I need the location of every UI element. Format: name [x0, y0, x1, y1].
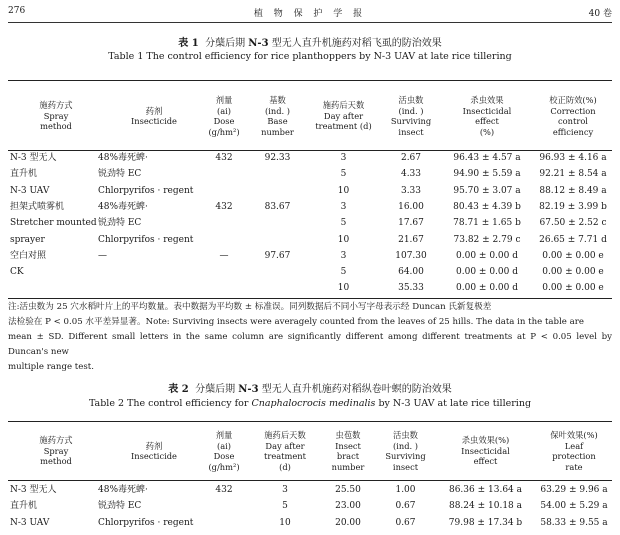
- header-line: (ai): [216, 105, 232, 116]
- table1-caption-zh: 表 1 分蘖后期 N-3 型无人直升机施药对稻飞虱的防治效果: [178, 38, 442, 49]
- table-cell: 63.29 ± 9.96 a: [540, 485, 608, 495]
- note-line: mean ± SD. Different small letters in the same column are significantly different among different treatments at P < 0.05 level by Duncan's new: [8, 332, 612, 357]
- header-line: 活虫数: [398, 95, 424, 105]
- header-line: Insecticide: [131, 451, 177, 461]
- header-line: Insect: [335, 440, 361, 451]
- table-cell: 73.82 ± 2.79 c: [453, 234, 521, 245]
- header-line: (%): [479, 126, 495, 137]
- table-cell: 67.50 ± 2.52 c: [539, 218, 607, 229]
- column-header: [10, 100, 102, 132]
- column-header: [386, 95, 436, 137]
- table-cell: 3: [340, 153, 347, 163]
- table-cell: 3.33: [400, 185, 422, 196]
- table-cell: 83.67: [264, 201, 291, 212]
- table1-caption-en: Table 1 The control efficiency for rice planthoppers by N-3 UAV at late rice tillering: [108, 51, 512, 62]
- page-number: 276: [8, 6, 26, 16]
- table-cell: 23.00: [335, 501, 361, 512]
- header-line: Surviving: [390, 116, 432, 126]
- table-cell: 0.00 ± 0.00 e: [542, 283, 604, 294]
- table-cell: 10: [337, 234, 350, 245]
- table-cell: 96.43 ± 4.57 a: [453, 153, 521, 163]
- header-line: Day after: [323, 110, 364, 121]
- header-line: (ai): [216, 440, 232, 451]
- table2-caption-zh: 表 2 分蘖后期 N-3 型无人直升机施药对稻纵卷叶螟的防治效果: [168, 384, 452, 395]
- header-line: 药剂: [145, 440, 163, 451]
- table-cell: N-3 型无人: [10, 153, 57, 163]
- table-cell: 79.98 ± 17.34 b: [448, 517, 523, 528]
- note-line: 法检验在 P < 0.05 水平差异显著。Note: Surviving insects were averagely counted from the leaves of 25 hills. The data in the table are: [8, 317, 584, 327]
- table-cell: 58.33 ± 9.55 a: [540, 517, 608, 528]
- header-line: treatment: [264, 451, 306, 461]
- header-line: 施药方式: [39, 100, 73, 111]
- header-line: Dose: [213, 451, 235, 461]
- header-line: insect: [398, 126, 424, 137]
- table-cell: 5: [340, 169, 347, 180]
- header-line: number: [261, 126, 294, 137]
- table-cell: 432: [215, 201, 233, 212]
- column-header: [318, 430, 378, 472]
- header-line: insect: [392, 461, 419, 472]
- table1-bottom-rule: [8, 298, 612, 299]
- table-cell: sprayer: [10, 234, 45, 245]
- journal-title: 植 物 保 护 学 报: [253, 9, 367, 19]
- column-header: [437, 95, 537, 137]
- table-cell: 2.67: [400, 153, 422, 163]
- header-line: treatment (d): [315, 121, 372, 132]
- header-line: 剂量: [215, 430, 233, 440]
- header-line: (ind. ): [264, 105, 291, 116]
- table1-note: [8, 300, 612, 375]
- table-cell: 26.65 ± 7.71 d: [539, 234, 607, 245]
- header-line: 保叶效果(%): [550, 430, 598, 440]
- header-line: control: [558, 116, 588, 126]
- table-cell: 0.00 ± 0.00 d: [456, 250, 518, 261]
- table-cell: —: [98, 250, 107, 261]
- table-cell: 0.00 ± 0.00 d: [456, 267, 518, 278]
- header-line: rate: [565, 461, 583, 472]
- table-cell: 10: [337, 283, 350, 294]
- table-cell: 0.00 ± 0.00 d: [456, 283, 518, 294]
- column-header: [200, 430, 248, 472]
- header-line: 基数: [269, 95, 286, 105]
- header-line: (ind. ): [398, 105, 424, 116]
- table-cell: 锐劲特 EC: [98, 169, 142, 180]
- header-line: (g/hm²): [208, 461, 240, 472]
- table-cell: 432: [215, 153, 233, 163]
- header-divider: [8, 22, 612, 23]
- table-cell: 锐劲特 EC: [98, 501, 142, 512]
- column-header: [433, 435, 538, 467]
- header-line: Insecticidal: [461, 445, 510, 456]
- header-line: Dose: [213, 116, 235, 126]
- column-header: [250, 95, 305, 137]
- table-cell: 0.00 ± 0.00 e: [542, 267, 604, 278]
- column-header: [528, 430, 620, 472]
- header-line: Correction: [550, 105, 596, 116]
- table-cell: 空白对照: [10, 250, 47, 261]
- header-line: 杀虫效果(%): [461, 435, 510, 446]
- table-cell: 直升机: [10, 501, 38, 512]
- table-cell: Chlorpyrifos · regent: [98, 517, 194, 528]
- table-cell: Chlorpyrifos · regent: [98, 234, 194, 245]
- header-line: efficiency: [552, 126, 594, 137]
- table-cell: 3: [282, 485, 288, 495]
- table-cell: 10: [279, 517, 291, 528]
- header-line: Insecticidal: [462, 105, 512, 116]
- table-cell: —: [219, 250, 229, 261]
- header-line: Leaf: [564, 440, 584, 451]
- table-cell: CK: [10, 267, 24, 278]
- table-cell: 1.00: [395, 485, 416, 495]
- table-cell: 54.00 ± 5.29 a: [540, 501, 608, 512]
- header-line: Spray: [43, 110, 69, 121]
- table-cell: 0.00 ± 0.00 e: [542, 250, 604, 261]
- header-line: (g/hm²): [208, 126, 240, 137]
- header-line: effect: [473, 456, 498, 467]
- header-line: 剂量: [215, 95, 233, 105]
- column-header: [10, 435, 102, 467]
- table-cell: 直升机: [10, 169, 38, 180]
- column-header: [306, 100, 381, 132]
- table-cell: 3: [340, 250, 347, 261]
- table2-top-rule: [8, 421, 612, 422]
- table-cell: 82.19 ± 3.99 b: [539, 201, 607, 212]
- table-cell: 4.33: [400, 169, 422, 180]
- table-cell: 80.43 ± 4.39 b: [453, 201, 521, 212]
- table-cell: N-3 UAV: [10, 517, 50, 528]
- column-header: [98, 441, 210, 462]
- table-cell: 432: [215, 485, 233, 495]
- table-cell: 48%毒死蜱·: [98, 153, 148, 163]
- table-cell: 0.67: [395, 517, 416, 528]
- table-cell: Chlorpyrifos · regent: [98, 185, 194, 196]
- table-cell: 48%毒死蜱·: [98, 485, 148, 495]
- table-cell: N-3 型无人: [10, 485, 57, 495]
- table-cell: 担架式喷雾机: [10, 201, 65, 212]
- header-line: 施药后天数: [322, 100, 365, 111]
- table-cell: 86.36 ± 13.64 a: [448, 485, 523, 495]
- note-line: multiple range test.: [8, 362, 94, 372]
- header-line: bract: [336, 451, 360, 461]
- header-line: 活虫数: [393, 430, 418, 440]
- table-cell: 17.67: [398, 218, 424, 229]
- table-cell: 5: [340, 267, 347, 278]
- table-cell: 96.93 ± 4.16 a: [539, 153, 607, 163]
- header-line: Base: [267, 116, 288, 126]
- column-header: [200, 95, 248, 137]
- header-line: 施药后天数: [264, 430, 306, 440]
- table-cell: 0.67: [395, 501, 416, 512]
- table-cell: 35.33: [398, 283, 424, 294]
- header-line: 施药方式: [39, 435, 73, 446]
- note-line: 注:活虫数为 25 穴水稻叶片上的平均数量。表中数据为平均数 ± 标准误。同列数据后不同小写字母表示经 Duncan 氏新复极差: [8, 302, 492, 312]
- header-line: number: [331, 461, 365, 472]
- table-cell: 64.00: [398, 267, 424, 278]
- table-cell: 21.67: [398, 234, 424, 245]
- column-header: [378, 430, 433, 472]
- table-cell: N-3 UAV: [10, 185, 50, 196]
- table-cell: 锐劲特 EC: [98, 218, 142, 229]
- table-cell: 107.30: [395, 250, 427, 261]
- header-line: Spray: [43, 445, 69, 456]
- table-cell: 20.00: [335, 517, 361, 528]
- header-line: protection: [552, 451, 596, 461]
- table-cell: 92.21 ± 8.54 a: [539, 169, 607, 180]
- header-line: method: [40, 456, 72, 467]
- table1-top-rule: [8, 80, 612, 81]
- header-line: 杀虫效果: [470, 95, 504, 105]
- volume-label: 40 卷: [588, 9, 612, 19]
- header-line: 虫苞数: [335, 430, 361, 440]
- table2-header-rule: [8, 480, 612, 481]
- table-cell: 3: [340, 201, 347, 212]
- header-line: method: [40, 121, 72, 132]
- header-line: (ind. ): [392, 440, 419, 451]
- table-cell: 16.00: [398, 201, 424, 212]
- table-cell: 5: [282, 501, 288, 512]
- column-header: [98, 106, 210, 127]
- header-line: effect: [475, 116, 499, 126]
- table-cell: 95.70 ± 3.07 a: [453, 185, 521, 196]
- table-cell: 5: [340, 218, 347, 229]
- table-cell: 48%毒死蜱·: [98, 201, 148, 212]
- column-header: [527, 95, 619, 137]
- running-header: [8, 6, 612, 22]
- header-line: (d): [279, 461, 291, 472]
- table-cell: 94.90 ± 5.59 a: [453, 169, 521, 180]
- table-cell: 88.24 ± 10.18 a: [448, 501, 523, 512]
- table1-header-rule: [8, 150, 612, 151]
- column-header: [250, 430, 320, 472]
- table-cell: 92.33: [264, 153, 291, 163]
- header-line: 药剂: [145, 105, 163, 116]
- table-cell: 97.67: [264, 250, 291, 261]
- table-cell: 10: [337, 185, 350, 196]
- header-line: Day after: [265, 440, 305, 451]
- table-cell: 78.71 ± 1.65 b: [453, 218, 521, 229]
- header-line: Insecticide: [131, 116, 177, 126]
- table-cell: 25.50: [335, 485, 361, 495]
- table2-caption-en: Table 2 The control efficiency for Cnaphalocrocis medinalis by N-3 UAV at late rice tillering: [88, 398, 532, 409]
- table-cell: 88.12 ± 8.49 a: [539, 185, 607, 196]
- header-line: 校正防效(%): [549, 95, 597, 105]
- table-cell: Stretcher mounted: [10, 218, 97, 229]
- header-line: Surviving: [385, 451, 426, 461]
